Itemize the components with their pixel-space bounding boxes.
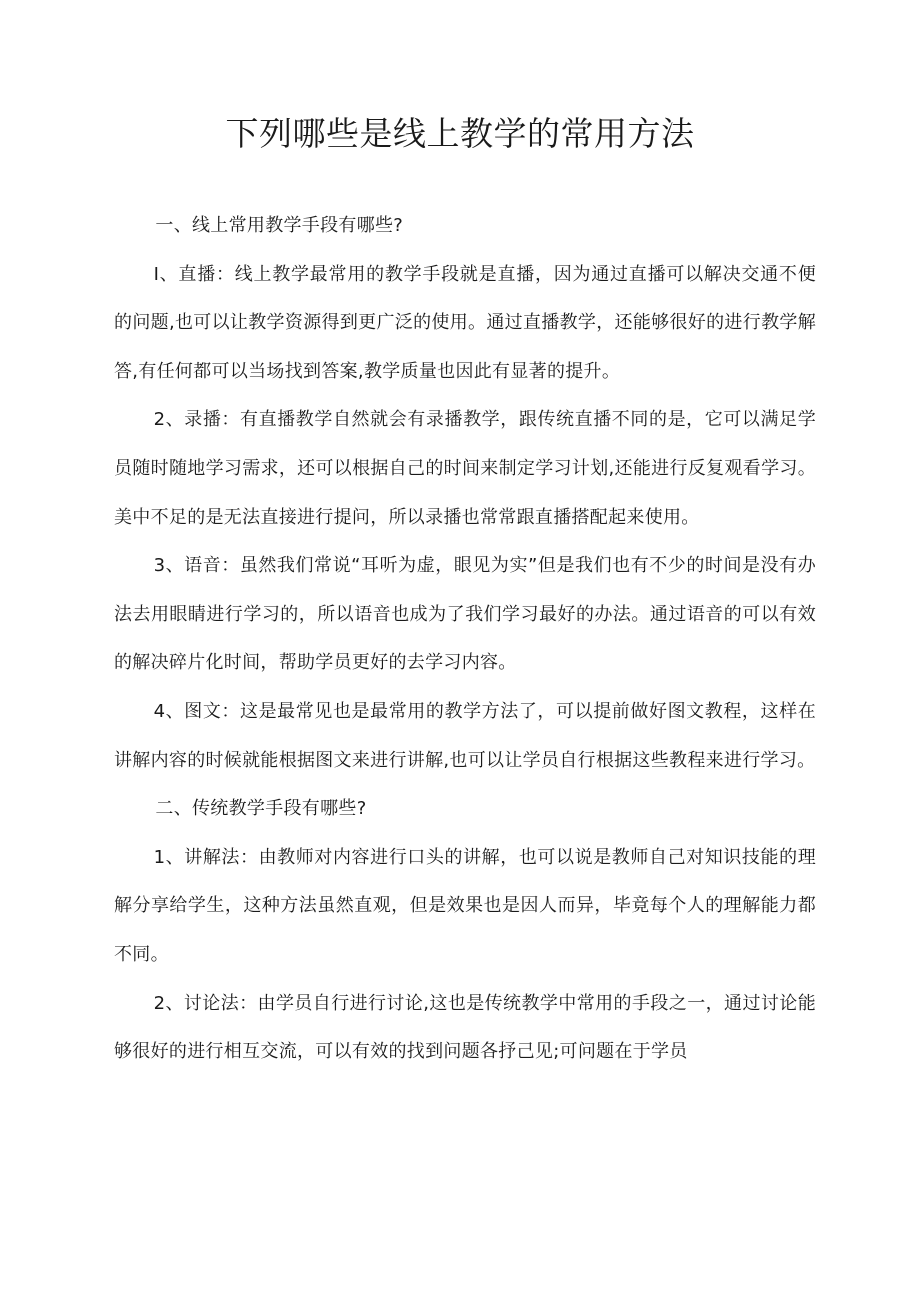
paragraph-recorded: 2、录播：有直播教学自然就会有录播教学，跟传统直播不同的是，它可以满足学员随时随地学习需求，还可以根据自己的时间来制定学习计划,还能进行反复观看学习。美中不足的是无法直接进行提问，所以录播也常常跟直播搭配起来使用。 <box>114 409 816 528</box>
paragraph-audio: 3、语音：虽然我们常说“耳听为虚，眼见为实”但是我们也有不少的时间是没有办法去用眼睛进行学习的，所以语音也成为了我们学习最好的办法。通过语音的可以有效的解决碎片化时间，帮助学员更好的去学习内容。 <box>114 555 816 674</box>
section-heading: 一、线上常用教学手段有哪些? <box>155 215 404 236</box>
paragraph-live-streaming: I、直播：线上教学最常用的教学手段就是直播，因为通过直播可以解决交通不便的问题,也可以让教学资源得到更广泛的使用。通过直播教学，还能够很好的进行教学解答,有任何都可以当场找到答案,教学质量也因此有显著的提升。 <box>114 263 816 382</box>
paragraph-graphic-text: 4、图文：这是最常见也是最常用的教学方法了，可以提前做好图文教程，这样在讲解内容的时候就能根据图文来进行讲解,也可以让学员自行根据这些教程来进行学习。 <box>114 700 816 771</box>
paragraph-discussion: 2、讨论法：由学员自行进行讨论,这也是传统教学中常用的手段之一，通过讨论能够很好的进行相互交流，可以有效的找到问题各抒己见;可问题在于学员 <box>114 992 816 1063</box>
section-heading: 二、传统教学手段有哪些? <box>155 798 367 820</box>
document-body <box>114 202 816 1077</box>
paragraph-lecture: 1、讲解法：由教师对内容进行口头的讲解，也可以说是教师自己对知识技能的理解分享给学生，这种方法虽然直观，但是效果也是因人而异，毕竟每个人的理解能力都不同。 <box>114 846 816 965</box>
document-title: 下列哪些是线上教学的常用方法 <box>225 114 695 153</box>
